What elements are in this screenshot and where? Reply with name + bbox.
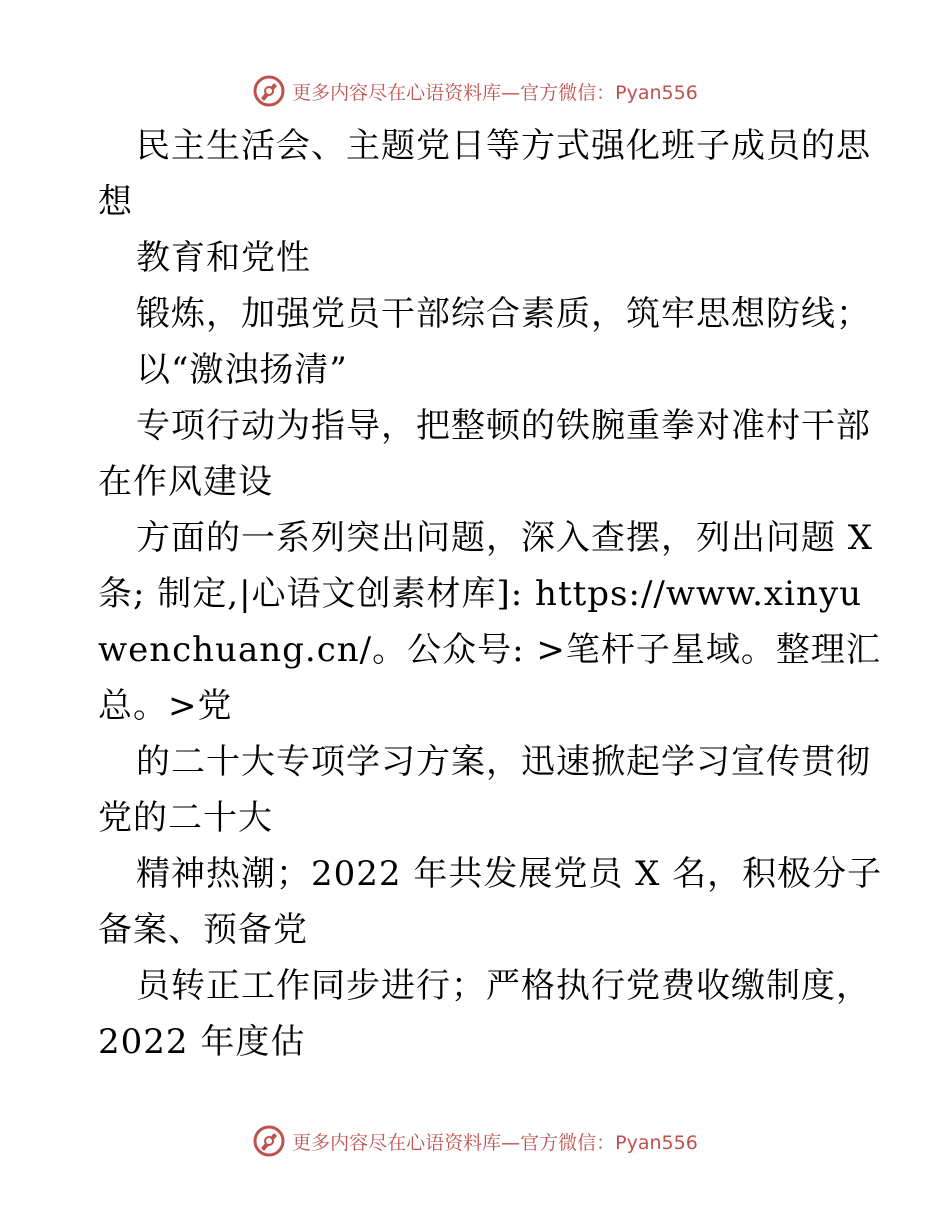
- text-line: 精神热潮；2022 年共发展党员 X 名，积极分子: [136, 854, 883, 894]
- text-line: 想: [98, 182, 133, 222]
- text-line: 教育和党性: [136, 238, 311, 278]
- text-line: 员转正工作同步进行；严格执行党费收缴制度，: [136, 966, 871, 1006]
- logo-icon: [252, 1124, 286, 1158]
- text-line: 以“激浊扬清”: [136, 350, 348, 390]
- header-watermark: [0, 74, 950, 108]
- text-line: 的二十大专项学习方案，迅速掀起学习宣传贯彻: [136, 742, 871, 782]
- watermark-text: 更多内容尽在心语资料库—官方微信：Pyan556: [292, 1131, 698, 1154]
- text-line: 总。>党: [98, 686, 233, 726]
- text-line: 民主生活会、主题党日等方式强化班子成员的思: [136, 126, 871, 166]
- document-body: [98, 118, 883, 1070]
- text-line: 2022 年度估: [98, 1022, 306, 1062]
- text-line: wenchuang.cn/。公众号: >笔杆子星域。整理汇: [98, 630, 881, 670]
- text-line: 备案、预备党: [98, 910, 308, 950]
- text-line: 条; 制定,|心语文创素材库]: https://www.xinyu: [98, 574, 862, 614]
- text-line: 锻炼，加强党员干部综合素质，筑牢思想防线；: [136, 294, 871, 334]
- text-line: 在作风建设: [98, 462, 273, 502]
- text-line: 方面的一系列突出问题，深入查摆，列出问题 X: [136, 518, 874, 558]
- footer-watermark: [0, 1124, 950, 1158]
- text-line: 党的二十大: [98, 798, 273, 838]
- logo-icon: [252, 74, 286, 108]
- text-line: 专项行动为指导，把整顿的铁腕重拳对准村干部: [136, 406, 871, 446]
- watermark-text: 更多内容尽在心语资料库—官方微信：Pyan556: [292, 81, 698, 104]
